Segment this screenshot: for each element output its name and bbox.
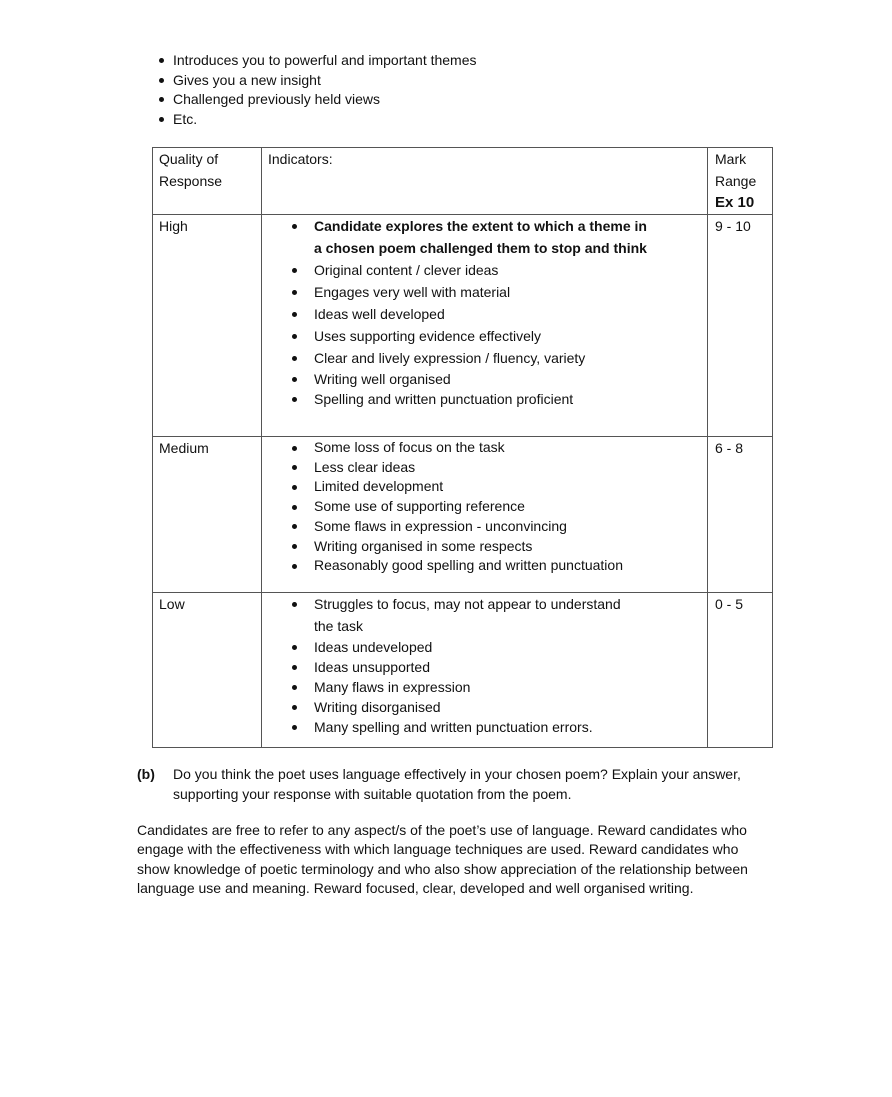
- indicator-item: Reasonably good spelling and written punctuation: [314, 556, 707, 576]
- indicator-item: Some loss of focus on the task: [314, 438, 707, 458]
- indicator-item: Engages very well with material: [314, 281, 707, 303]
- marking-table: [152, 147, 773, 748]
- mark-range-subheader: Ex 10: [715, 194, 755, 211]
- quality-cell: [153, 437, 262, 593]
- mark-value: 9 - 10: [715, 218, 751, 234]
- indicator-item: Many flaws in expression: [314, 677, 707, 697]
- intro-bullet-list: [157, 51, 477, 129]
- quality-level: Low: [159, 596, 185, 612]
- list-item: Challenged previously held views: [157, 90, 477, 110]
- indicator-item: Writing disorganised: [314, 697, 707, 717]
- indicator-item: Some use of supporting reference: [314, 497, 707, 517]
- question-text: Do you think the poet uses language effectively in your chosen poem? Explain your answer, supporting your response with suitable quotation from the poem.: [173, 766, 741, 802]
- quality-level: Medium: [159, 440, 209, 456]
- indicators-header: Indicators:: [268, 151, 333, 167]
- quality-header: Quality of Response: [159, 151, 223, 189]
- list-item: Etc.: [157, 110, 477, 130]
- mark-cell: [708, 215, 773, 437]
- indicators-cell: [262, 215, 708, 437]
- indicator-item: Candidate explores the extent to which a theme in a chosen poem challenged them to stop and think: [314, 215, 707, 259]
- list-item: Gives you a new insight: [157, 71, 477, 91]
- mark-range-header-cell: [708, 148, 773, 215]
- question-label: (b): [137, 766, 155, 782]
- indicator-list: [262, 593, 707, 737]
- indicator-list: [262, 215, 707, 409]
- mark-cell: [708, 437, 773, 593]
- indicators-cell: [262, 593, 708, 748]
- indicator-item: Some flaws in expression - unconvincing: [314, 517, 707, 537]
- indicator-item: Uses supporting evidence effectively: [314, 325, 707, 347]
- indicator-item: Writing well organised: [314, 369, 707, 389]
- indicator-item: Original content / clever ideas: [314, 259, 707, 281]
- indicators-header-cell: [262, 148, 708, 215]
- indicator-item: Limited development: [314, 477, 707, 497]
- indicator-item: Ideas unsupported: [314, 657, 707, 677]
- table-row-low: [153, 593, 773, 748]
- quality-level: High: [159, 218, 188, 234]
- list-item: Introduces you to powerful and important themes: [157, 51, 477, 71]
- indicator-item: Clear and lively expression / fluency, variety: [314, 347, 707, 369]
- quality-cell: [153, 215, 262, 437]
- table-row-medium: [153, 437, 773, 593]
- indicator-item: Many spelling and written punctuation errors.: [314, 717, 707, 737]
- indicator-item: Less clear ideas: [314, 458, 707, 478]
- indicator-item: Spelling and written punctuation proficient: [314, 389, 707, 409]
- indicators-cell: [262, 437, 708, 593]
- table-row-high: [153, 215, 773, 437]
- indicator-item: Struggles to focus, may not appear to understand the task: [314, 593, 707, 637]
- quality-cell: [153, 593, 262, 748]
- quality-header-cell: [153, 148, 262, 215]
- mark-cell: [708, 593, 773, 748]
- marking-guidance: Candidates are free to refer to any aspect/s of the poet’s use of language. Reward candidates who engage with the effectiveness with which language techniques are used. Reward candidates who show knowledge of poetic terminology and who also show appreciation of the relationship between language use and meaning. Reward focused, clear, developed and well organised writing.: [137, 822, 748, 897]
- indicator-item: Ideas undeveloped: [314, 637, 707, 657]
- table-header-row: [153, 148, 773, 215]
- indicator-list: [262, 437, 707, 576]
- mark-value: 0 - 5: [715, 596, 744, 612]
- indicator-item: Writing organised in some respects: [314, 537, 707, 557]
- mark-value: 6 - 8: [715, 440, 744, 456]
- mark-range-header: Mark Range: [715, 151, 757, 189]
- indicator-item: Ideas well developed: [314, 303, 707, 325]
